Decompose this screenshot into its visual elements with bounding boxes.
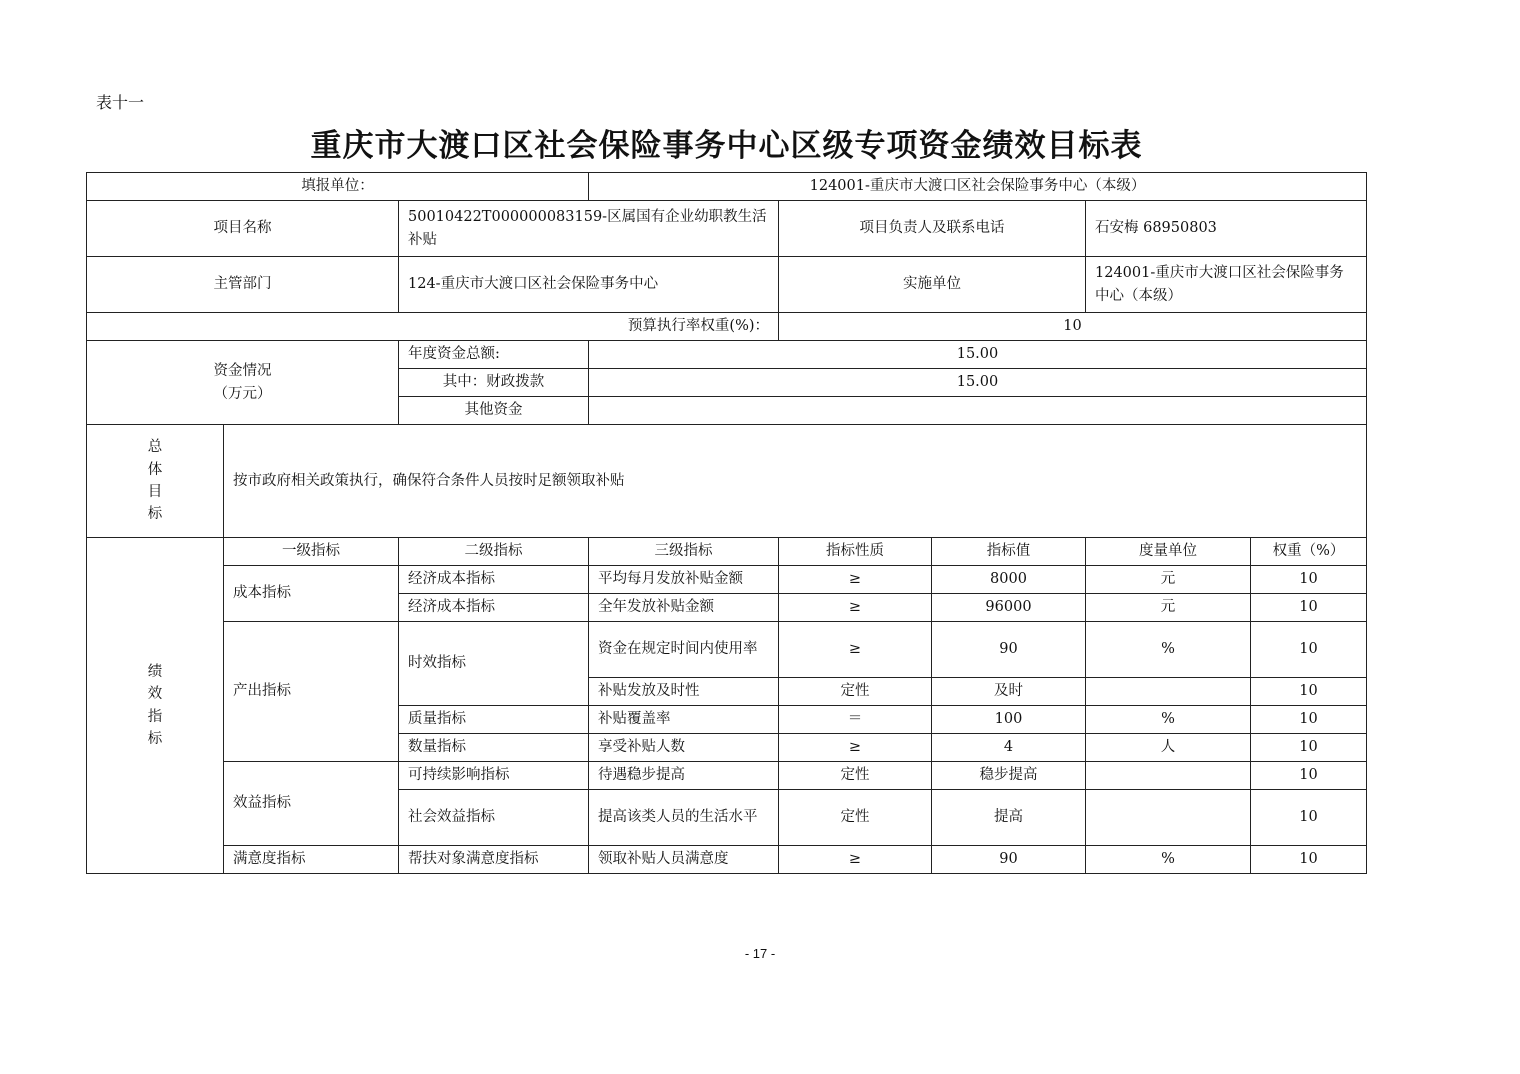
perf-label-char: 标 — [147, 730, 163, 747]
unit-cell — [1086, 678, 1251, 706]
goal-label-char: 目 — [147, 484, 163, 500]
reporting-unit-row — [87, 173, 1367, 201]
table-row — [87, 622, 1367, 678]
unit-cell — [1086, 762, 1251, 790]
level3-cell: 享受补贴人数 — [589, 734, 779, 762]
table-row — [87, 762, 1367, 790]
column-header: 指标性质 — [779, 538, 932, 566]
column-header: 权重（%） — [1251, 538, 1367, 566]
nature-cell: ≥ — [779, 566, 932, 594]
level1-cost: 成本指标 — [224, 566, 399, 622]
level3-cell: 领取补贴人员满意度 — [589, 846, 779, 874]
weight-cell: 10 — [1251, 734, 1367, 762]
unit-cell: % — [1086, 846, 1251, 874]
value-cell: 8000 — [932, 566, 1086, 594]
budget-weight-value: 10 — [779, 313, 1367, 341]
level1-benefit: 效益指标 — [224, 762, 399, 846]
project-lead-label: 项目负责人及联系电话 — [779, 201, 1086, 257]
dept-value: 124-重庆市大渡口区社会保险事务中心 — [399, 257, 779, 313]
column-header: 二级指标 — [399, 538, 589, 566]
department-row — [87, 257, 1367, 313]
level3-cell: 补贴覆盖率 — [589, 706, 779, 734]
funds-total-row — [87, 341, 1367, 369]
nature-cell: 定性 — [779, 790, 932, 846]
level3-cell: 全年发放补贴金额 — [589, 594, 779, 622]
column-header: 三级指标 — [589, 538, 779, 566]
value-cell: 提高 — [932, 790, 1086, 846]
unit-cell: % — [1086, 622, 1251, 678]
nature-cell: ≥ — [779, 734, 932, 762]
weight-cell: 10 — [1251, 594, 1367, 622]
goal-label-char: 体 — [147, 461, 163, 478]
indicator-header-row — [87, 538, 1367, 566]
level2-cell: 经济成本指标 — [399, 566, 589, 594]
value-cell: 96000 — [932, 594, 1086, 622]
table-row — [87, 566, 1367, 594]
nature-cell: 定性 — [779, 762, 932, 790]
column-header: 一级指标 — [224, 538, 399, 566]
weight-cell: 10 — [1251, 846, 1367, 874]
goal-label-char: 标 — [147, 506, 163, 523]
unit-cell: % — [1086, 706, 1251, 734]
funds-total-label: 年度资金总额: — [399, 341, 589, 369]
nature-cell: ≥ — [779, 846, 932, 874]
funds-other-label: 其他资金 — [399, 397, 589, 425]
level3-cell: 待遇稳步提高 — [589, 762, 779, 790]
performance-target-table — [86, 172, 1367, 874]
unit-cell: 人 — [1086, 734, 1251, 762]
level2-cell: 社会效益指标 — [399, 790, 589, 846]
funds-label-line1: 资金情况 — [213, 363, 272, 380]
level3-cell: 资金在规定时间内使用率 — [589, 622, 779, 678]
nature-cell: ≥ — [779, 594, 932, 622]
value-cell: 及时 — [932, 678, 1086, 706]
weight-cell: 10 — [1251, 622, 1367, 678]
funds-label-line2: （万元） — [213, 385, 272, 402]
level3-cell: 平均每月发放补贴金额 — [589, 566, 779, 594]
overall-goal-text: 按市政府相关政策执行，确保符合条件人员按时足额领取补贴 — [224, 425, 1367, 538]
funds-label — [87, 341, 399, 425]
dept-label: 主管部门 — [87, 257, 399, 313]
project-name-value: 50010422T000000083159-区属国有企业幼职教生活补贴 — [399, 201, 779, 257]
weight-cell: 10 — [1251, 790, 1367, 846]
funds-other-value — [589, 397, 1367, 425]
impl-unit-label: 实施单位 — [779, 257, 1086, 313]
impl-unit-value: 124001-重庆市大渡口区社会保险事务中心（本级） — [1086, 257, 1367, 313]
table-row — [87, 846, 1367, 874]
funds-total-value: 15.00 — [589, 341, 1367, 369]
weight-cell: 10 — [1251, 762, 1367, 790]
overall-goal-label — [87, 425, 224, 538]
weight-cell: 10 — [1251, 706, 1367, 734]
reporting-unit-value: 124001-重庆市大渡口区社会保险事务中心（本级） — [589, 173, 1367, 201]
budget-weight-row — [87, 313, 1367, 341]
overall-goal-row — [87, 425, 1367, 538]
level2-cell: 帮扶对象满意度指标 — [399, 846, 589, 874]
level2-cell: 可持续影响指标 — [399, 762, 589, 790]
performance-indicators-label — [87, 538, 224, 874]
project-name-row — [87, 201, 1367, 257]
level2-cell: 时效指标 — [399, 622, 589, 706]
level3-cell: 补贴发放及时性 — [589, 678, 779, 706]
level2-cell: 数量指标 — [399, 734, 589, 762]
nature-cell: ＝ — [779, 706, 932, 734]
funds-fiscal-label: 其中：财政拨款 — [399, 369, 589, 397]
unit-cell — [1086, 790, 1251, 846]
value-cell: 稳步提高 — [932, 762, 1086, 790]
perf-label-char: 效 — [147, 686, 163, 703]
value-cell: 90 — [932, 622, 1086, 678]
level1-satisfaction: 满意度指标 — [224, 846, 399, 874]
project-name-label: 项目名称 — [87, 201, 399, 257]
weight-cell: 10 — [1251, 566, 1367, 594]
perf-label-char: 指 — [147, 708, 163, 725]
budget-weight-label: 预算执行率权重(%)： — [87, 313, 779, 341]
value-cell: 90 — [932, 846, 1086, 874]
page-number: - 17 - — [744, 946, 776, 961]
unit-cell: 元 — [1086, 566, 1251, 594]
level2-cell: 经济成本指标 — [399, 594, 589, 622]
page-title: 重庆市大渡口区社会保险事务中心区级专项资金绩效目标表 — [310, 128, 1143, 164]
nature-cell: ≥ — [779, 622, 932, 678]
value-cell: 100 — [932, 706, 1086, 734]
level1-output: 产出指标 — [224, 622, 399, 762]
level3-cell: 提高该类人员的生活水平 — [589, 790, 779, 846]
level2-cell: 质量指标 — [399, 706, 589, 734]
weight-cell: 10 — [1251, 678, 1367, 706]
unit-cell: 元 — [1086, 594, 1251, 622]
reporting-unit-label: 填报单位： — [87, 173, 589, 201]
perf-label-char: 绩 — [147, 663, 163, 680]
project-lead-value: 石安梅 68950803 — [1086, 201, 1367, 257]
table-label: 表十一 — [96, 93, 145, 112]
column-header: 度量单位 — [1086, 538, 1251, 566]
nature-cell: 定性 — [779, 678, 932, 706]
column-header: 指标值 — [932, 538, 1086, 566]
funds-fiscal-value: 15.00 — [589, 369, 1367, 397]
goal-label-char: 总 — [147, 439, 163, 456]
value-cell: 4 — [932, 734, 1086, 762]
